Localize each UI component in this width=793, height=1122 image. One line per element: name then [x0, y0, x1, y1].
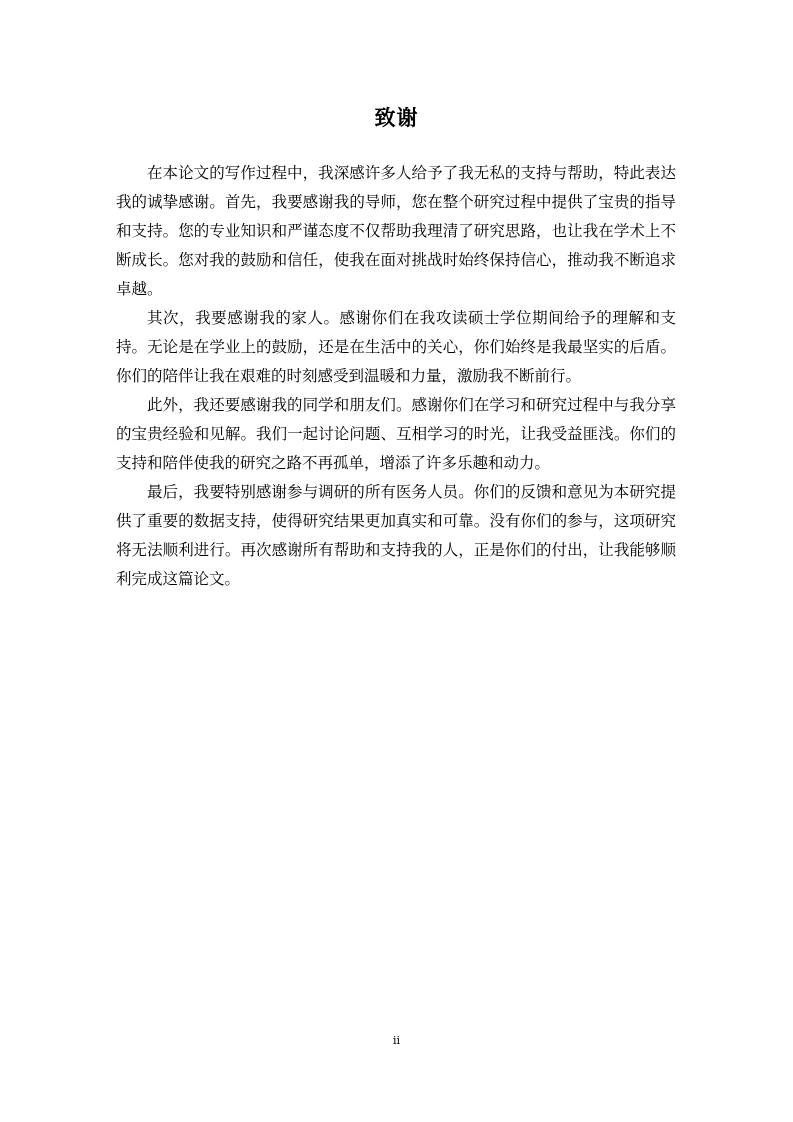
paragraph-friends: 此外，我还要感谢我的同学和朋友们。感谢你们在学习和研究过程中与我分享的宝贵经验和见解。我们一起讨论问题、互相学习的时光，让我受益匪浅。你们的支持和陪伴使我的研究之路不再孤单，增添了许多乐趣和动力。 — [116, 396, 676, 472]
paragraph-family: 其次，我要感谢我的家人。感谢你们在我攻读硕士学位期间给予的理解和支持。无论是在学业上的鼓励，还是在生活中的关心，你们始终是我最坚实的后盾。你们的陪伴让我在艰难的时刻感受到温暖和力量，激励我不断前行。 — [116, 309, 676, 385]
acknowledgement-body — [116, 159, 676, 594]
paragraph-advisor: 在本论文的写作过程中，我深感许多人给予了我无私的支持与帮助，特此表达我的诚挚感谢。首先，我要感谢我的导师，您在整个研究过程中提供了宝贵的指导和支持。您的专业知识和严谨态度不仅帮助我理清了研究思路，也让我在学术上不断成长。您对我的鼓励和信任，使我在面对挑战时始终保持信心，推动我不断追求卓越。 — [116, 164, 676, 298]
page-number: ii — [392, 1034, 401, 1047]
paragraph-medical-staff: 最后，我要特别感谢参与调研的所有医务人员。你们的反馈和意见为本研究提供了重要的数据支持，使得研究结果更加真实和可靠。没有你们的参与，这项研究将无法顺利进行。再次感谢所有帮助和支持我的人，正是你们的付出，让我能够顺利完成这篇论文。 — [116, 483, 676, 588]
page-title: 致谢 — [374, 106, 419, 130]
